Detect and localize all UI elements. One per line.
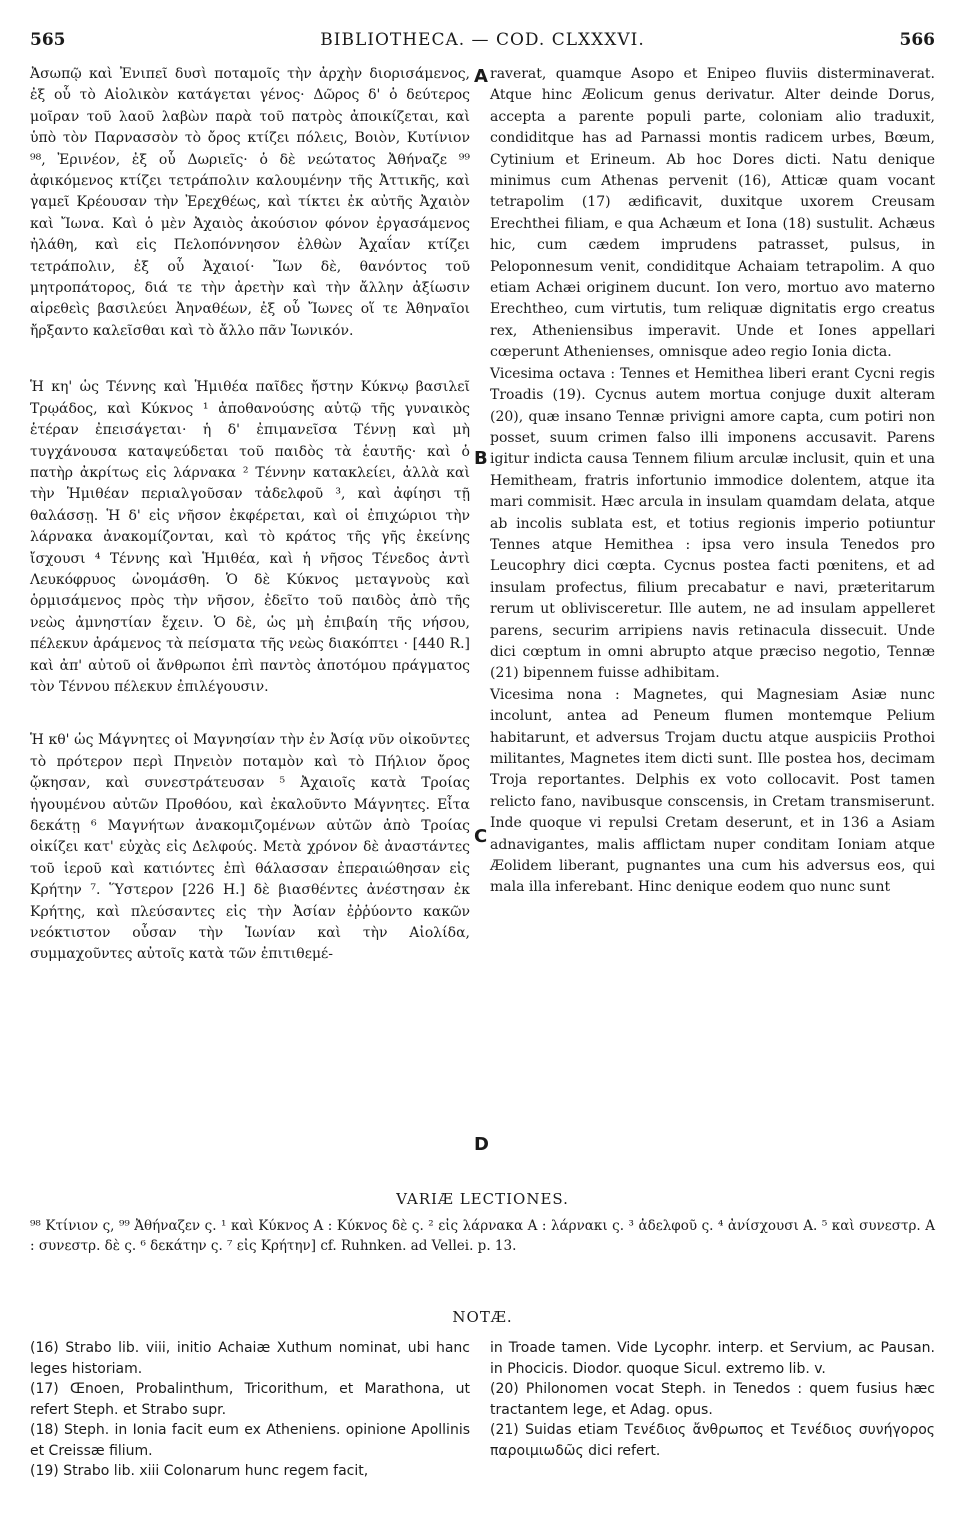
latin-paragraph: Vicesima octava : Tennes et Hemithea liberi erant Cycni regis Troadis (19). Cycnus autem mortua conjuge duxit alteram (20), quæ insano Tennæ privigni amore capta, cum potiri non posset, suum crimen falso illi imponens accusavit. Parens igitur indicta causa Tennem filium arculæ inclusit, quin et una Hemitheam, fratris infortunio immodice dolentem, atque ita mari commisit. Hæc arcula in insulam quamdam delata, atque ab incolis sublata est, et totius regionis imperio potiuntur Tennes atque Hemithea : ipsa vero insula Tenedos pro Leucophry dici cœpta. Cycnus postea facti pœnitens, et ad insulam profectus, filium precabatur e navi, præteritarum rerum ut oblivisceretur. Ille autem, ne ad insulam appelleret parens, securim arripiens navis retinacula dissecuit. Unde dici cœptum in omni abrupto atque præciso negotio, Tennæ (21) bipennem fuisse adhibitam. — [490, 365, 935, 682]
margin-marker-d: D — [474, 1134, 489, 1155]
greek-column — [30, 64, 470, 966]
latin-paragraph: raverat, quamque Asopo et Enipeo fluviis disterminaverat. Atque hinc Æolicum genus derivatur. Alter deinde Dorus, accepta a parente populi parte, coloniam alio traduxit, condiditque has ad Parnassi montis radicem urbes, Bœum, Cytinium et Erineum. Ab hoc Dores dicti. Natu denique minimus cum Athenas pervenit (16), Atticæ quam vocant tetrapolim (17) ædificavit, duxitque uxorem Creusam Erechthei filiam, e qua Achæum et Iona (18) sustulit. Achæus hic, cum cædem imprudens patrasset, pulsus, in Peloponnesum venit, condiditque Achaiam tetrapolim. A quo etiam Achæi originem ducunt. Ion vero, mortuo avo materno Erechtheo, cum virtutis, tum reliquæ dignitatis ergo creatus rex, Atheniensibus imperavit. Unde et Iones appellari cœperunt Athenienses, omnisque adeo regio Ionia dicta. — [490, 66, 935, 361]
variae-lectiones-heading: VARIÆ LECTIONES. — [396, 1190, 569, 1208]
note-item: (19) Strabo lib. xiii Colonarum hunc regem facit, — [30, 1463, 369, 1479]
page-number-right: 566 — [899, 30, 935, 50]
running-header — [30, 30, 935, 54]
note-item: (17) Œnoen, Probalinthum, Tricorithum, et Marathona, ut refert Steph. et Strabo supr. — [30, 1381, 470, 1418]
latin-column — [490, 64, 935, 899]
margin-marker-b: B — [474, 448, 488, 469]
note-item: (16) Strabo lib. viii, initio Achaiæ Xuthum nominat, ubi hanc leges historiam. — [30, 1340, 470, 1377]
notes-heading: NOTÆ. — [452, 1308, 513, 1326]
note-item: (21) Suidas etiam Τενέδιος ἄνθρωπος et Τενέδιος συνήγορος παροιμιωδῶς dici refert. — [490, 1422, 935, 1459]
greek-paragraph: Ἡ κη' ὡς Τέννης καὶ Ἡμιθέα παῖδες ἤστην Κύκνῳ βασιλεῖ Τρῳάδος, καὶ Κύκνος ¹ ἀποθανούσης αὐτῷ τῆς γυναικὸς ἑτέραν ἐπεισάγεται· ἡ δ' ἐπιμανεῖσα Τέννῃ καὶ μὴ τυγχάνουσα καταψεύδεται τοῦ παιδὸς τὰ ἑαυτῆς· καὶ ὁ πατὴρ ἀκρίτως εἰς λάρνακα ² Τέννην κατακλείει, ἀλλὰ καὶ τὴν Ἡμιθέαν περιαλγοῦσαν τἀδελφοῦ ³, καὶ ἀφίησι τῇ θαλάσσῃ. Ἡ δ' εἰς νῆσον ἐκφέρεται, καὶ οἱ ἐπιχώριοι τὴν λάρνακα ἀνακομίζονται, καὶ τὸ κράτος τῆς γῆς ἐκείνης ἴσχουσι ⁴ Τέννης καὶ Ἡμιθέα, καὶ ἡ νῆσος Τένεδος ἀντὶ Λευκόφρυος ὠνομάσθη. Ὁ δὲ Κύκνος μεταγνοὺς καὶ ὁρμισάμενος πρὸς τὴν νῆσον, ἐδεῖτο τοῦ παιδὸς ἀπὸ τῆς νεὼς ἀμνηστίαν ἔχειν. Ὁ δὲ, ὡς μὴ ἐπιβαίη τῆς νήσου, πέλεκυν ἀράμενος τὰ πείσματα τῆς νεὼς διακόπτει · [440 R.] καὶ ἀπ' αὐτοῦ οἱ ἄνθρωποι ἐπὶ παντὸς ἀποτόμου πράγματος τὸν Τέννου πέλεκυν ἐπιλέγουσιν. — [30, 379, 470, 695]
greek-paragraph: Ἡ κθ' ὡς Μάγνητες οἱ Μαγνησίαν τὴν ἐν Ἀσίᾳ νῦν οἰκοῦντες τὸ πρότερον περὶ Πηνειὸν ποταμὸν καὶ τὸ Πήλιον ὄρος ᾤκησαν, καὶ συνεστράτευσαν ⁵ Ἀχαιοῖς κατὰ Τροίας ἡγουμένου αὐτῶν Προθόου, καὶ ἐκαλοῦντο Μάγνητες. Εἶτα δεκάτῃ ⁶ Μαγνήτων ἀνακομιζομένων αὐτῶν ἀπὸ Τροίας οἰκίζει κατ' εὐχὰς εἰς Δελφούς. Μετὰ χρόνον δὲ ἀναστάντες τοῦ ἱεροῦ καὶ κατιόντες ἐπὶ θάλασσαν ἐπεραιώθησαν εἰς Κρήτην ⁷. Ὕστερον [226 H.] δὲ βιασθέντες ἀνέστησαν ἐκ Κρήτης, καὶ πλεύσαντες εἰς τὴν Ἀσίαν ἐῤῥύοντο κακῶν νεόκτιστον οὖσαν τὴν Ἰωνίαν καὶ τὴν Αἰολίδα, συμμαχοῦντες αὐτοῖς κατὰ τῶν ἐπιτιθεμέ- — [30, 732, 470, 963]
margin-marker-c: C — [474, 826, 488, 847]
page-number-left: 565 — [30, 30, 66, 50]
notes-right-column — [490, 1338, 935, 1461]
running-title: BIBLIOTHECA. — COD. CLXXXVI. — [320, 30, 645, 50]
variae-lectiones-text: ⁹⁸ Κτίνιον ς, ⁹⁹ Ἀθήναζεν ς. ¹ καὶ Κύκνος A : Κύκνος δὲ ς. ² εἰς λάρνακα A : λάρνακι ς. ³ ἀδελφοῦ ς. ⁴ ἀνίσχουσι A. ⁵ καὶ συνεστρ. A : συνεστρ. δὲ ς. ⁶ δεκάτην ς. ⁷ εἰς Κρήτην] cf. Ruhnken. ad Vellei. p. 13. — [30, 1218, 935, 1254]
note-item: in Troade tamen. Vide Lycophr. interp. et Servium, ac Pausan. in Phocicis. Diodor. quoque Sicul. extremo lib. v. — [490, 1340, 935, 1377]
note-item: (20) Philonomen vocat Steph. in Tenedos : quem fusius hæc tractantem lege, et Adag. opus. — [490, 1381, 935, 1418]
greek-paragraph: Ἀσωπῷ καὶ Ἐνιπεῖ δυσὶ ποταμοῖς τὴν ἀρχὴν διορισάμενος, ἐξ οὗ τὸ Αἰολικὸν κατάγεται γένος· Δῶρος δ' ὁ δεύτερος μοῖραν τοῦ λαοῦ λαβὼν παρὰ τοῦ πατρὸς ἀποικίζεται, καὶ ὑπὸ τὸν Παρνασσὸν τὸ ὄρος κτίζει πόλεις, Βοιὸν, Κυτίνιον ⁹⁸, Ἐρινέον, ἐξ οὗ Δωριεῖς· ὁ δὲ νεώτατος Ἀθήναζε ⁹⁹ ἀφικόμενος κτίζει τετράπολιν καλουμένην τῆς Ἀττικῆς, καὶ γαμεῖ Κρέουσαν τὴν Ἐρεχθέως, καὶ τίκτει ἐκ αὐτῆς Ἀχαιὸν καὶ Ἴωνα. Καὶ ὁ μὲν Ἀχαιὸς ἀκούσιον φόνον ἐργασάμενος ἠλάθη, καὶ εἰς Πελοπόννησον ἐλθὼν Ἀχαΐαν κτίζει τετράπολιν, ἐξ οὗ Ἀχαιοί· Ἴων δὲ, θανόντος τοῦ μητροπάτορος, διά τε τὴν ἀρετὴν καὶ τὴν ἄλλην ἀξίωσιν αἱρεθεὶς βασιλεύει Ἀηναθέων, ἐξ οὗ Ἴωνες οἵ τε Ἀθηναῖοι ἤρξαντο καλεῖσθαι καὶ τὸ ἄλλο πᾶν Ἰωνικόν. — [30, 66, 470, 339]
latin-paragraph: Vicesima nona : Magnetes, qui Magnesiam Asiæ nunc incolunt, antea ad Peneum flumen montemque Pelium habitarunt, et adversus Trojam ductu atque auspiciis Prothoi militantes, Magnetes item dicti sunt. Ille postea hos, decimam Troja reportantes. Delphis ex voto collocavit. Post tamen relicto fano, navibusque conscensis, in Cretam transmiserunt. Inde quoque vi repulsi Cretam deserunt, et in 136 a Asiam adnavigantes, malis afflictam nuper conditam Ioniam atque Æolidem liberant, pugnantes una cum his adversus eos, qui mala illa inferebant. Hinc denique eodem quo nunc sunt — [490, 686, 935, 896]
page — [30, 30, 935, 1510]
notes-left-column — [30, 1338, 470, 1482]
margin-marker-a: A — [474, 66, 488, 87]
note-item: (18) Steph. in Ionia facit eum ex Atheniens. opinione Apollinis et Creissæ filium. — [30, 1422, 470, 1459]
